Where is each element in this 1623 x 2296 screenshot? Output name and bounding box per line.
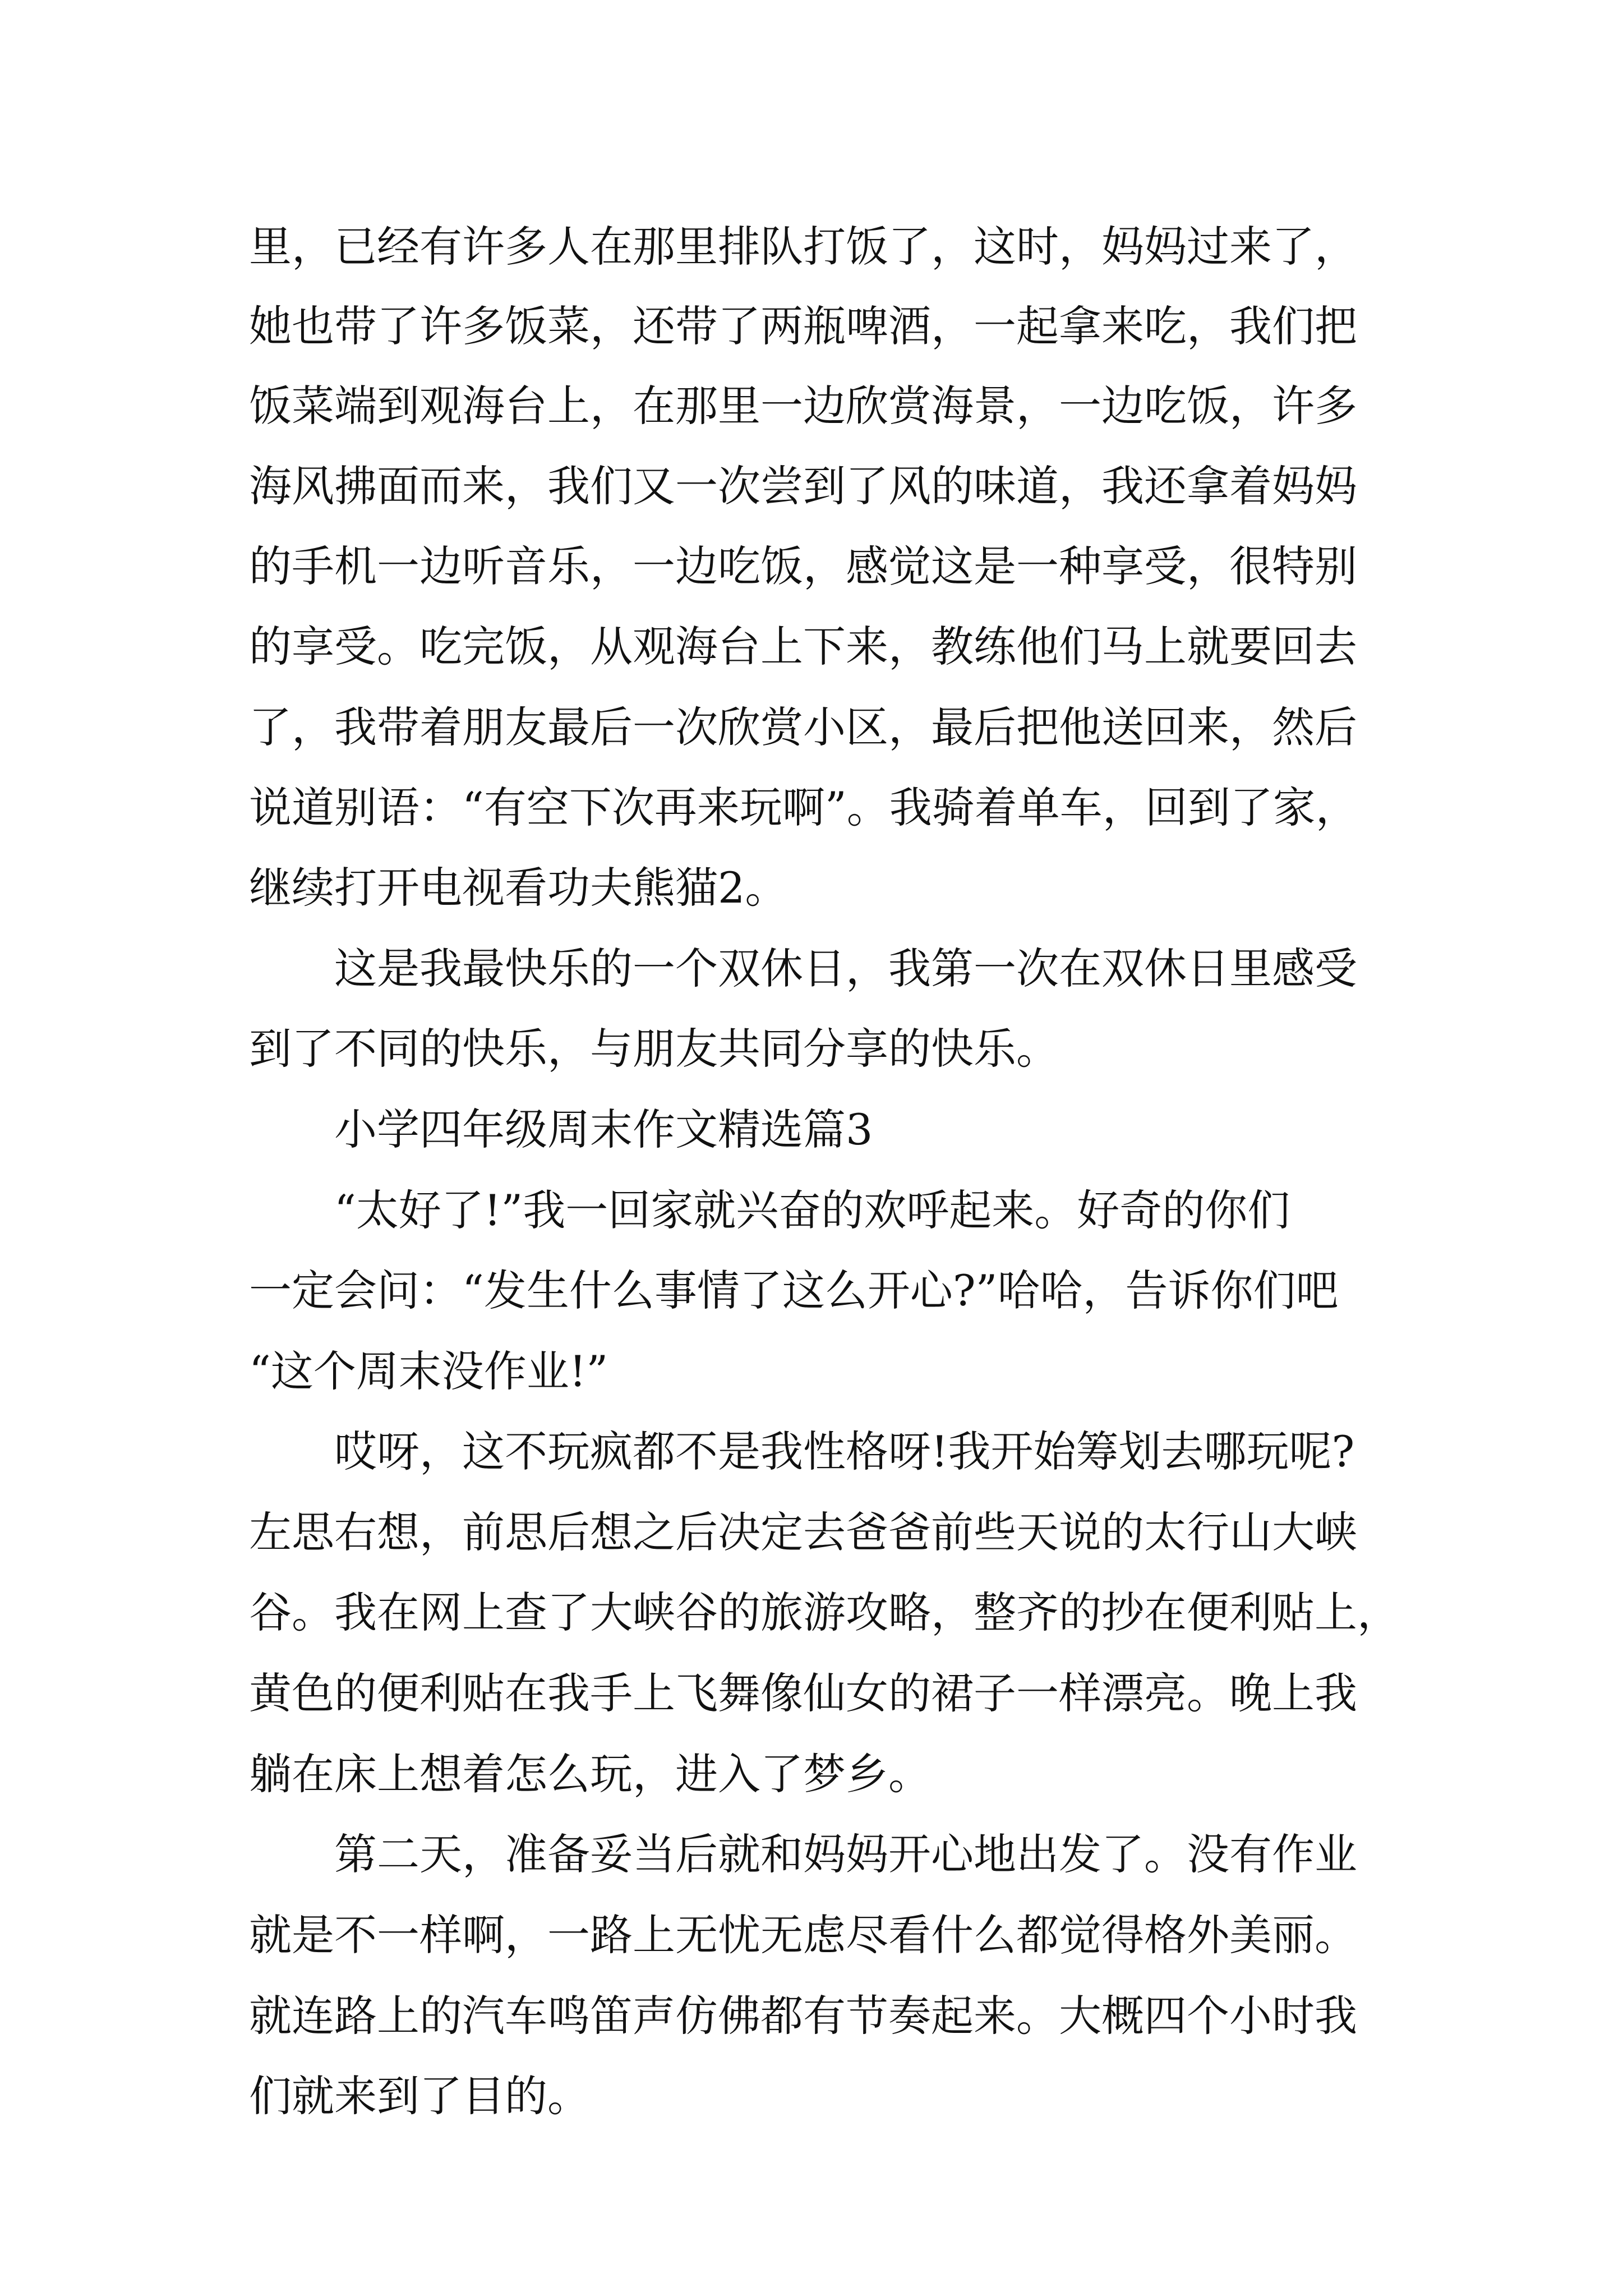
body-text-line: 说道别语：“有空下次再来玩啊”。我骑着单车，回到了家， <box>249 783 1358 832</box>
body-text-line: 左思右想，前思后想之后决定去爸爸前些天说的太行山大峡 <box>249 1507 1357 1557</box>
body-text-line: 们就来到了目的。 <box>249 2071 590 2121</box>
body-text-line: 谷。我在网上查了大峡谷的旅游攻略，整齐的抄在便利贴上， <box>249 1588 1400 1637</box>
body-text-line: 饭菜端到观海台上，在那里一边欣赏海景，一边吃饭，许多 <box>249 381 1357 431</box>
body-text-line: 就是不一样啊，一路上无忧无虑尽看什么都觉得格外美丽。 <box>249 1910 1357 1960</box>
paragraph-first-line: “太好了!”我一回家就兴奋的欢呼起来。好奇的你们 <box>334 1185 1290 1235</box>
body-text-line: “这个周末没作业!” <box>249 1346 608 1396</box>
body-text-line: 海风拂面而来，我们又一次尝到了风的味道，我还拿着妈妈 <box>249 461 1357 511</box>
body-text-line: 就连路上的汽车鸣笛声仿佛都有节奏起来。大概四个小时我 <box>249 1991 1357 2041</box>
paragraph-first-line: 哎呀，这不玩疯都不是我性格呀!我开始筹划去哪玩呢? <box>334 1427 1355 1476</box>
paragraph-first-line: 第二天，准备妥当后就和妈妈开心地出发了。没有作业 <box>334 1829 1357 1879</box>
body-text-line: 她也带了许多饭菜，还带了两瓶啤酒，一起拿来吃，我们把 <box>249 301 1357 351</box>
body-text-line: 到了不同的快乐，与朋友共同分享的快乐。 <box>249 1024 1059 1074</box>
body-text-line: 里，已经有许多人在那里排队打饭了，这时，妈妈过来了， <box>249 222 1357 272</box>
paragraph-first-line: 这是我最快乐的一个双休日，我第一次在双休日里感受 <box>334 944 1357 993</box>
section-heading: 小学四年级周末作文精选篇3 <box>334 1105 873 1154</box>
body-text-line: 躺在床上想着怎么玩，进入了梦乡。 <box>249 1749 931 1799</box>
body-text-line: 一定会问：“发生什么事情了这么开心?”哈哈，告诉你们吧 <box>249 1266 1339 1315</box>
body-text-line: 继续打开电视看功夫熊猫2。 <box>249 863 788 913</box>
body-text-line: 黄色的便利贴在我手上飞舞像仙女的裙子一样漂亮。晚上我 <box>249 1668 1357 1718</box>
body-text-line: 了，我带着朋友最后一次欣赏小区，最后把他送回来，然后 <box>249 702 1357 752</box>
body-text-line: 的享受。吃完饭，从观海台上下来，教练他们马上就要回去 <box>249 622 1357 671</box>
body-text-line: 的手机一边听音乐，一边吃饭，感觉这是一种享受，很特别 <box>249 541 1357 591</box>
